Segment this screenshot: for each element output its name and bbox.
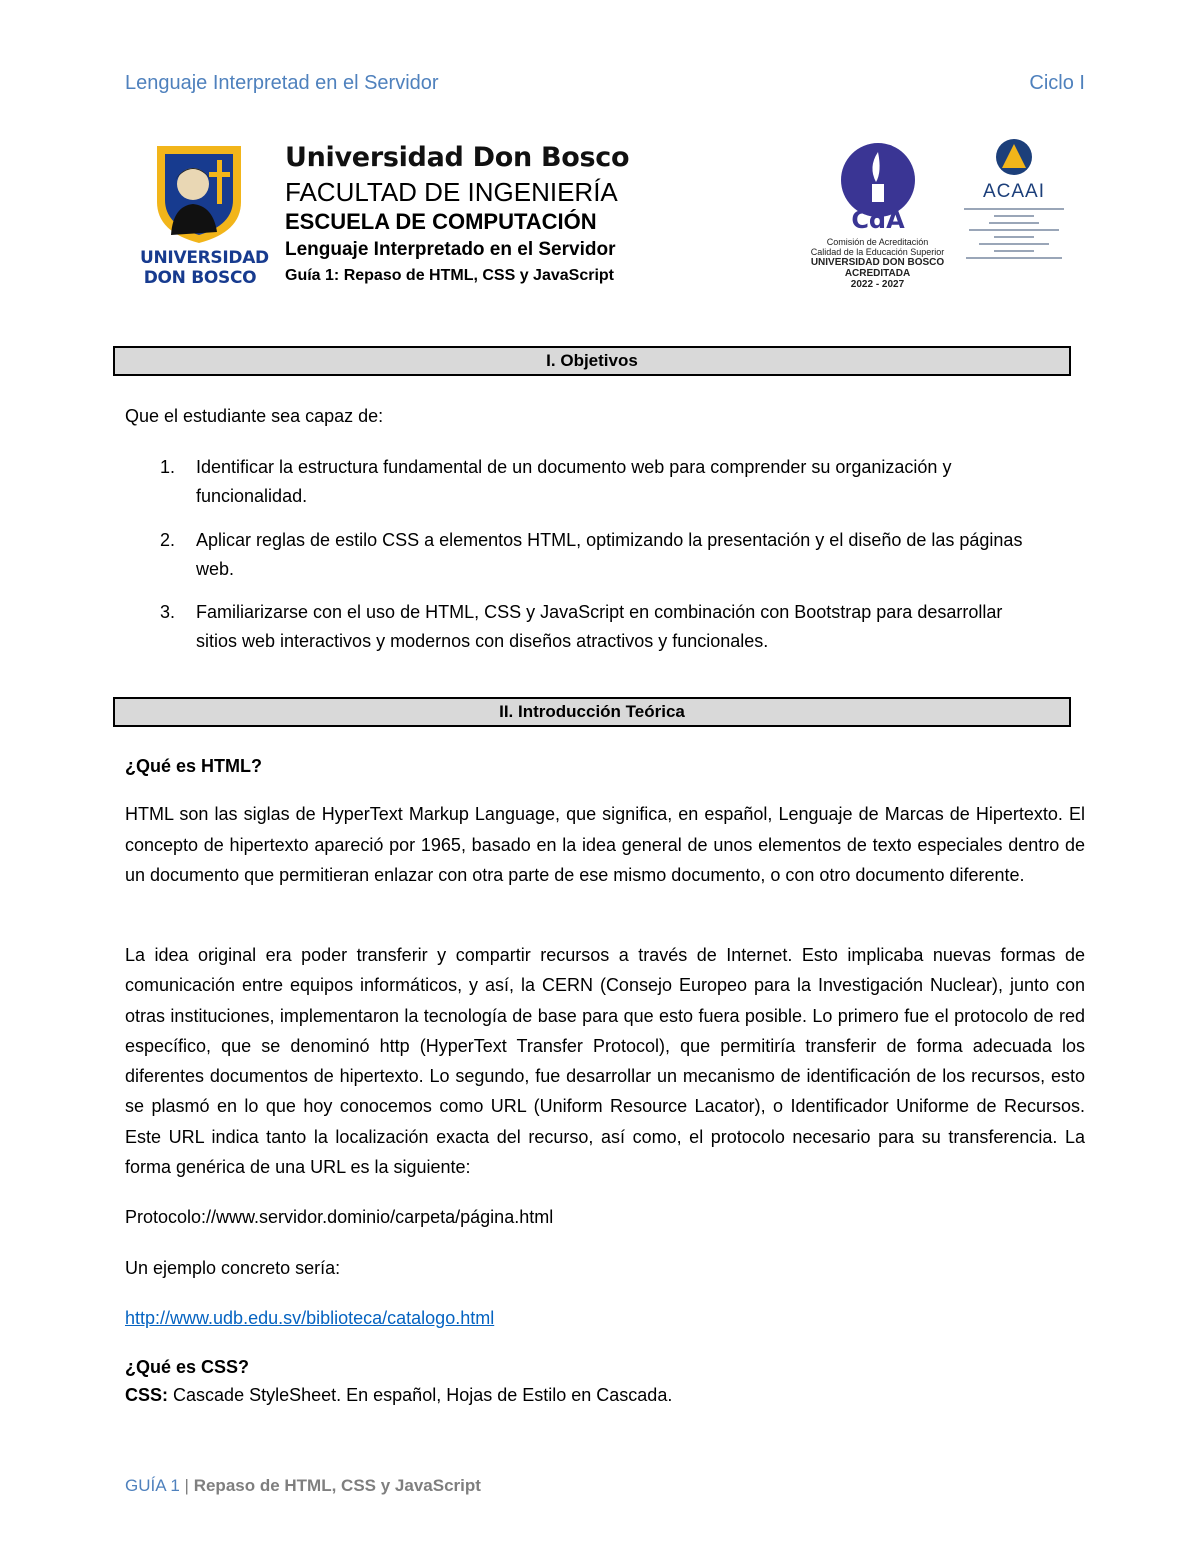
- cda-line4: ACREDITADA: [844, 268, 911, 279]
- objectives-intro: Que el estudiante sea capaz de:: [125, 406, 384, 426]
- objective-line: sitios web interactivos y modernos con diseños atractivos y funcionales.: [196, 631, 769, 651]
- paragraph-html-history: La idea original era poder transferir y compartir recursos a través de Internet. Esto implicaba nuevas formas de comunicación entre equipos informáticos, y así, la CERN (Consejo Europeo para la Investigación Nuclear), junto con otras instituciones, implementaron la tecnología de base para que esto fuera posible. Lo primero fue el protocolo de red específico, que se denominó http (HyperText Transfer Protocol), que permitiría transferir de forma adecuada los diferentes documentos de hipertexto. Lo segundo, fue desarrollar un mecanismo de identificación de los recursos, esto se plasmó en lo que hoy conocemos como URL (Uniform Resource Lacator), o Identificador Uniforme de Recursos. Este URL indica tanto la localización exacta del recurso, así como, el protocolo necesario para su transferencia. La forma genérica de una URL es la siguiente:: [125, 945, 1085, 1178]
- footer-guide-title: Repaso de HTML, CSS y JavaScript: [193, 1476, 481, 1495]
- objective-number: 3.: [160, 602, 176, 622]
- cda-mark: CdA: [850, 206, 905, 232]
- udb-logo-text-line2: DON BOSCO: [143, 268, 257, 288]
- example-intro: Un ejemplo concreto sería:: [125, 1258, 341, 1278]
- acaai-emblem-icon: [992, 138, 1036, 176]
- page-footer: [125, 1476, 481, 1496]
- css-definition-text: Cascade StyleSheet. En español, Hojas de Estilo en Cascada.: [173, 1385, 673, 1405]
- footer-guide-number: GUÍA 1: [125, 1476, 180, 1495]
- cda-line5: 2022 - 2027: [850, 279, 905, 290]
- objective-number: 2.: [160, 530, 176, 550]
- footer-separator: |: [184, 1476, 189, 1495]
- acaai-accreditation-logo: [955, 138, 1073, 288]
- section-objetivos-heading: I. Objetivos: [113, 346, 1071, 376]
- objective-line: funcionalidad.: [196, 486, 308, 506]
- question-css: ¿Qué es CSS?: [125, 1357, 250, 1377]
- university-name: Universidad Don Bosco: [285, 142, 630, 173]
- course-name: Lenguaje Interpretado en el Servidor: [285, 239, 616, 260]
- objective-line: Identificar la estructura fundamental de un documento web para comprender su organización y: [196, 457, 952, 477]
- running-header-cycle: Ciclo I: [1029, 72, 1085, 94]
- guide-label: Guía 1:: [285, 267, 340, 284]
- cda-accreditation-logo: [800, 142, 955, 292]
- cda-line1: Comisión de Acreditación: [826, 237, 929, 247]
- css-definition: [125, 1380, 1085, 1411]
- objective-line: web.: [196, 559, 235, 579]
- paragraph-html-definition: HTML son las siglas de HyperText Markup Language, que significa, en español, Lenguaje de Marcas de Hipertexto. El concepto de hipertexto apareció por 1965, basado en la idea general de unos elementos de texto especiales dentro de un documento que permitieran enlazar con otra parte de ese mismo documento, o con otro documento diferente.: [125, 804, 1085, 885]
- objective-line: Aplicar reglas de estilo CSS a elementos HTML, optimizando la presentación y el diseño de las páginas: [196, 530, 1023, 550]
- udb-logo-text-line1: UNIVERSIDAD: [140, 248, 269, 268]
- running-header-title: Lenguaje Interpretad en el Servidor: [125, 72, 439, 94]
- acaai-fine-print: [964, 208, 1064, 259]
- school-name: ESCUELA DE COMPUTACIÓN: [285, 209, 597, 234]
- question-html: ¿Qué es HTML?: [125, 756, 263, 776]
- url-generic-form: Protocolo://www.servidor.dominio/carpeta/página.html: [125, 1207, 554, 1227]
- cda-emblem-icon: [838, 142, 918, 232]
- document-header: [285, 142, 629, 285]
- udb-logo: [140, 140, 269, 290]
- guide-title-text: Repaso de HTML, CSS y JavaScript: [343, 267, 614, 284]
- faculty-name: FACULTAD DE INGENIERÍA: [285, 177, 618, 207]
- section-introduccion-heading: II. Introducción Teórica: [113, 697, 1071, 727]
- udb-shield-icon: [153, 140, 245, 245]
- objective-line: Familiarizarse con el uso de HTML, CSS y JavaScript en combinación con Bootstrap para desarrollar: [196, 602, 1003, 622]
- css-label: CSS:: [125, 1385, 169, 1405]
- guide-title: [285, 267, 629, 285]
- acaai-mark: ACAAI: [982, 181, 1046, 202]
- example-url-link[interactable]: http://www.udb.edu.sv/biblioteca/catalogo.html: [125, 1308, 495, 1328]
- cda-line3: UNIVERSIDAD DON BOSCO: [810, 257, 945, 268]
- objective-item: [196, 526, 1086, 584]
- cda-line2: Calidad de la Educación Superior: [810, 247, 945, 257]
- objective-item: [196, 598, 1086, 656]
- objective-number: 1.: [160, 457, 176, 477]
- objective-item: [196, 453, 1086, 511]
